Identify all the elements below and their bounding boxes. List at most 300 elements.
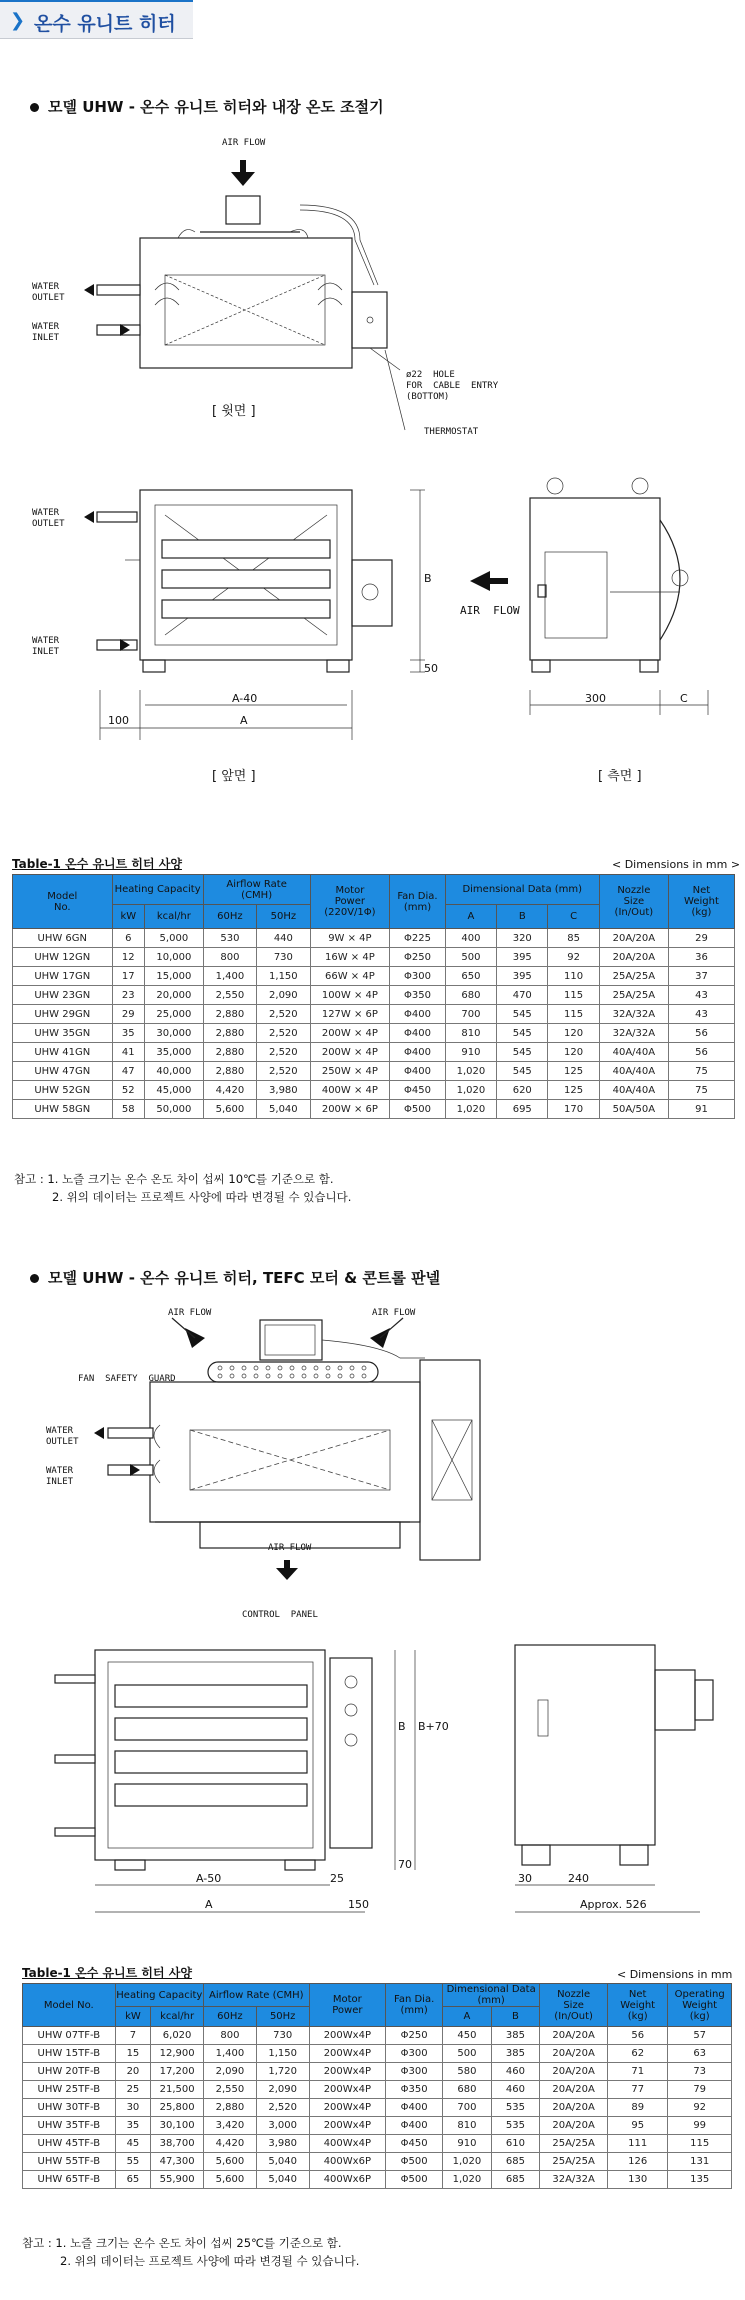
table-cell: Φ225	[390, 929, 446, 948]
note-1: 참고 : 1. 노즐 크기는 온수 온도 차이 섭씨 10℃를 기준으로 함.	[14, 1172, 334, 1186]
table-cell: 2,880	[204, 2099, 257, 2117]
tefc-dim-25-label: 25	[330, 1872, 344, 1885]
table-cell: 25	[115, 2081, 151, 2099]
table-cell: 4,420	[203, 1081, 256, 1100]
table-cell: 545	[497, 1005, 548, 1024]
table-cell: UHW 65TF-B	[23, 2171, 116, 2189]
table-cell: 99	[668, 2117, 732, 2135]
table-cell: UHW 23GN	[13, 986, 113, 1005]
table-cell: 5,600	[203, 1100, 256, 1119]
table-cell: 2,880	[203, 1062, 256, 1081]
table-cell: 530	[203, 929, 256, 948]
table-cell: 810	[443, 2117, 491, 2135]
table-cell: 5,000	[145, 929, 204, 948]
th-60hz: 60Hz	[203, 905, 256, 929]
table-cell: 1,020	[445, 1081, 496, 1100]
table-cell: 20	[115, 2063, 151, 2081]
tefc-drawing	[0, 1300, 745, 1920]
table-cell: 400Wx6P	[309, 2153, 386, 2171]
tefc-dim-a-label: A	[205, 1898, 213, 1911]
th-a: A	[445, 905, 496, 929]
th2-nozzle: Nozzle Size (In/Out)	[540, 1984, 608, 2027]
table-cell: UHW 35GN	[13, 1024, 113, 1043]
table-cell: 685	[491, 2153, 539, 2171]
table-cell: 79	[668, 2081, 732, 2099]
table-cell: 63	[668, 2045, 732, 2063]
table-cell: 35,000	[145, 1043, 204, 1062]
table-cell: 73	[668, 2063, 732, 2081]
table-cell: UHW 17GN	[13, 967, 113, 986]
table-cell: 395	[497, 967, 548, 986]
table-cell: 3,980	[257, 1081, 310, 1100]
table-cell: 20A/20A	[540, 2063, 608, 2081]
table1-body	[13, 929, 735, 1119]
table-cell: 21,500	[151, 2081, 204, 2099]
table-cell: 52	[112, 1081, 144, 1100]
note-1: 참고 : 1. 노즐 크기는 온수 온도 차이 섭씨 25℃를 기준으로 함.	[22, 2236, 342, 2250]
table-cell: 3,420	[204, 2117, 257, 2135]
table-cell: 127W × 6P	[310, 1005, 390, 1024]
table-cell: 5,040	[256, 2153, 309, 2171]
table-cell: Φ500	[386, 2171, 443, 2189]
table-cell: Φ300	[386, 2045, 443, 2063]
table-cell: 6	[112, 929, 144, 948]
table-cell: UHW 41GN	[13, 1043, 113, 1062]
table-cell: 25A/25A	[540, 2135, 608, 2153]
table-row	[23, 2171, 732, 2189]
table-cell: 40A/40A	[599, 1081, 668, 1100]
table-cell: 1,720	[256, 2063, 309, 2081]
th-model: Model No.	[13, 875, 113, 929]
table-cell: 29	[112, 1005, 144, 1024]
table-cell: 6,020	[151, 2027, 204, 2045]
table1	[12, 874, 735, 1119]
table-cell: 36	[668, 948, 734, 967]
table-cell: 130	[608, 2171, 668, 2189]
table-cell: 91	[668, 1100, 734, 1119]
tefc-air-flow-left-label: AIR FLOW	[168, 1308, 212, 1318]
table-cell: 20,000	[145, 986, 204, 1005]
table-cell: 56	[668, 1043, 734, 1062]
table-cell: 680	[443, 2081, 491, 2099]
table-cell: 17,200	[151, 2063, 204, 2081]
table-cell: 65	[115, 2171, 151, 2189]
tefc-dim-b-label: B	[398, 1720, 406, 1733]
table-cell: UHW 25TF-B	[23, 2081, 116, 2099]
table-cell: 385	[491, 2045, 539, 2063]
table-cell: 460	[491, 2063, 539, 2081]
th-kw: kW	[112, 905, 144, 929]
th2-model: Model No.	[23, 1984, 116, 2027]
table-cell: 200Wx4P	[309, 2063, 386, 2081]
tefc-dim-a50-label: A-50	[196, 1872, 222, 1885]
table-row	[23, 2117, 732, 2135]
table-row	[23, 2153, 732, 2171]
table-cell: 47,300	[151, 2153, 204, 2171]
table-cell: 200Wx4P	[309, 2027, 386, 2045]
table-cell: 20A/20A	[599, 929, 668, 948]
table-cell: 695	[497, 1100, 548, 1119]
table-cell: 2,880	[203, 1043, 256, 1062]
table-cell: 32A/32A	[599, 1005, 668, 1024]
table-cell: 3,000	[256, 2117, 309, 2135]
table-cell: 120	[548, 1043, 599, 1062]
th-nozzle: Nozzle Size (In/Out)	[599, 875, 668, 929]
table-cell: 115	[548, 1005, 599, 1024]
table-cell: 25A/25A	[599, 986, 668, 1005]
table-cell: 126	[608, 2153, 668, 2171]
table-cell: 12	[112, 948, 144, 967]
table-cell: 20A/20A	[599, 948, 668, 967]
table-row	[13, 1024, 735, 1043]
table-cell: 62	[608, 2045, 668, 2063]
table-cell: 25,800	[151, 2099, 204, 2117]
table-cell: 2,090	[204, 2063, 257, 2081]
th-b: B	[497, 905, 548, 929]
table-cell: 7	[115, 2027, 151, 2045]
table-cell: 25A/25A	[599, 967, 668, 986]
table-cell: 620	[497, 1081, 548, 1100]
table-cell: 2,550	[204, 2081, 257, 2099]
table-cell: UHW 58GN	[13, 1100, 113, 1119]
table-cell: Φ400	[390, 1062, 446, 1081]
table-cell: UHW 47GN	[13, 1062, 113, 1081]
table-row	[23, 2135, 732, 2153]
table-cell: 40,000	[145, 1062, 204, 1081]
note-2: 2. 위의 데이터는 프로젝트 사양에 따라 변경될 수 있습니다.	[52, 1190, 352, 1204]
th2-net: Net Weight (kg)	[608, 1984, 668, 2027]
table-cell: Φ300	[390, 967, 446, 986]
table-cell: 77	[608, 2081, 668, 2099]
table-cell: 460	[491, 2081, 539, 2099]
table-cell: 43	[668, 986, 734, 1005]
th-50hz: 50Hz	[257, 905, 310, 929]
table-cell: 43	[668, 1005, 734, 1024]
table-cell: 5,600	[204, 2153, 257, 2171]
table-cell: 29	[668, 929, 734, 948]
table-cell: Φ350	[390, 986, 446, 1005]
cable-hole-label: ø22 HOLE FOR CABLE ENTRY (BOTTOM)	[406, 370, 499, 402]
th2-operating: Operating Weight (kg)	[668, 1984, 732, 2027]
water-inlet-label: WATER INLET	[32, 322, 60, 343]
th-airflow: Airflow Rate (CMH)	[203, 875, 310, 905]
table-cell: 200W × 4P	[310, 1024, 390, 1043]
table-cell: 1,020	[445, 1062, 496, 1081]
table-cell: 730	[256, 2027, 309, 2045]
table-cell: 200Wx4P	[309, 2081, 386, 2099]
table-cell: UHW 12GN	[13, 948, 113, 967]
th2-a: A	[443, 2007, 491, 2027]
table-cell: 25,000	[145, 1005, 204, 1024]
table-row	[13, 1100, 735, 1119]
dim-300-label: 300	[585, 692, 606, 705]
table-cell: 1,020	[443, 2153, 491, 2171]
table-row	[13, 1043, 735, 1062]
table-cell: 75	[668, 1081, 734, 1100]
table-cell: 20A/20A	[540, 2081, 608, 2099]
table-cell: Φ400	[390, 1024, 446, 1043]
table-cell: 41	[112, 1043, 144, 1062]
table-cell: 75	[668, 1062, 734, 1081]
table-cell: Φ250	[386, 2027, 443, 2045]
table-cell: 92	[668, 2099, 732, 2117]
th2-fan: Fan Dia. (mm)	[386, 1984, 443, 2027]
table-cell: 730	[257, 948, 310, 967]
table-cell: 5,040	[257, 1100, 310, 1119]
table-cell: Φ300	[386, 2063, 443, 2081]
table-cell: 115	[548, 986, 599, 1005]
note-2: 2. 위의 데이터는 프로젝트 사양에 따라 변경될 수 있습니다.	[60, 2254, 360, 2268]
table-cell: 535	[491, 2099, 539, 2117]
table-cell: 395	[497, 948, 548, 967]
table-cell: 800	[203, 948, 256, 967]
table-cell: 500	[445, 948, 496, 967]
dim-a-label: A	[240, 714, 248, 727]
table-cell: 2,090	[257, 986, 310, 1005]
table-cell: 3,980	[256, 2135, 309, 2153]
table2-notes	[22, 2234, 359, 2270]
tefc-dim-70-label: 70	[398, 1858, 412, 1871]
side-view-caption: [ 측면 ]	[598, 769, 642, 784]
table1-caption: Table-1 온수 유니트 히터 사양	[12, 857, 182, 871]
table-cell: 47	[112, 1062, 144, 1081]
table-cell: Φ400	[390, 1043, 446, 1062]
table-cell: 200Wx4P	[309, 2117, 386, 2135]
table-cell: 30,100	[151, 2117, 204, 2135]
th2-motor: Motor Power	[309, 1984, 386, 2027]
front-view-caption: [ 앞면 ]	[212, 769, 256, 784]
water-outlet-label: WATER OUTLET	[32, 282, 65, 303]
table-cell: 700	[443, 2099, 491, 2117]
table-cell: UHW 15TF-B	[23, 2045, 116, 2063]
table-cell: 2,880	[203, 1005, 256, 1024]
dim-100-label: 100	[108, 714, 129, 727]
table-cell: 56	[668, 1024, 734, 1043]
table-cell: 20A/20A	[540, 2027, 608, 2045]
table-cell: 20A/20A	[540, 2099, 608, 2117]
table-cell: 1,400	[203, 967, 256, 986]
top-view-drawing	[0, 0, 745, 800]
table-cell: 685	[491, 2171, 539, 2189]
table-cell: 5,040	[256, 2171, 309, 2189]
table-row	[13, 1005, 735, 1024]
chevron-right-icon: ❯	[10, 10, 26, 31]
table-cell: 40A/40A	[599, 1043, 668, 1062]
th2-b: B	[491, 2007, 539, 2027]
table-cell: 35	[112, 1024, 144, 1043]
table-cell: 9W × 4P	[310, 929, 390, 948]
table-cell: 4,420	[204, 2135, 257, 2153]
tefc-air-flow-bottom-label: AIR FLOW	[268, 1543, 312, 1553]
table-cell: 50A/50A	[599, 1100, 668, 1119]
thermostat-label: THERMOSTAT	[424, 427, 479, 437]
table-cell: UHW 35TF-B	[23, 2117, 116, 2135]
table-cell: 15	[115, 2045, 151, 2063]
th-weight: Net Weight (kg)	[668, 875, 734, 929]
table-cell: 680	[445, 986, 496, 1005]
table-cell: 20A/20A	[540, 2045, 608, 2063]
table-cell: 1,150	[256, 2045, 309, 2063]
top-view-caption: [ 윗면 ]	[212, 404, 256, 419]
table-cell: 450	[443, 2027, 491, 2045]
th2-kcal: kcal/hr	[151, 2007, 204, 2027]
table-cell: 120	[548, 1024, 599, 1043]
table-cell: 57	[668, 2027, 732, 2045]
table-cell: 250W × 4P	[310, 1062, 390, 1081]
front-water-outlet-label: WATER OUTLET	[32, 508, 65, 529]
table-cell: 200Wx4P	[309, 2099, 386, 2117]
table2-dims-note: < Dimensions in mm	[617, 1968, 733, 1981]
table-cell: 580	[443, 2063, 491, 2081]
table-cell: 25A/25A	[540, 2153, 608, 2171]
table-cell: 58	[112, 1100, 144, 1119]
table-cell: 71	[608, 2063, 668, 2081]
table-cell: Φ400	[390, 1005, 446, 1024]
table-cell: UHW 52GN	[13, 1081, 113, 1100]
table-cell: 125	[548, 1062, 599, 1081]
table-cell: 66W × 4P	[310, 967, 390, 986]
table-cell: 2,550	[203, 986, 256, 1005]
table-cell: 2,520	[257, 1043, 310, 1062]
th2-kw: kW	[115, 2007, 151, 2027]
tefc-dim-150-label: 150	[348, 1898, 369, 1911]
table-cell: 16W × 4P	[310, 948, 390, 967]
table-cell: 131	[668, 2153, 732, 2171]
table-cell: 56	[608, 2027, 668, 2045]
table-cell: 37	[668, 967, 734, 986]
th-kcal: kcal/hr	[145, 905, 204, 929]
table-cell: 500	[443, 2045, 491, 2063]
table1-notes	[14, 1170, 351, 1206]
table-cell: 2,880	[203, 1024, 256, 1043]
table-cell: UHW 55TF-B	[23, 2153, 116, 2171]
table-cell: 89	[608, 2099, 668, 2117]
table-cell: 910	[445, 1043, 496, 1062]
table1-dims-note: < Dimensions in mm >	[612, 858, 741, 871]
front-water-inlet-label: WATER INLET	[32, 636, 60, 657]
table-cell: Φ250	[390, 948, 446, 967]
fan-safety-guard-label: FAN SAFETY GUARD	[78, 1374, 176, 1384]
table-cell: 2,520	[257, 1024, 310, 1043]
table-cell: Φ450	[390, 1081, 446, 1100]
control-panel-label: CONTROL PANEL	[242, 1610, 318, 1620]
table-cell: 440	[257, 929, 310, 948]
table-cell: 45	[115, 2135, 151, 2153]
table-cell: 115	[668, 2135, 732, 2153]
table-cell: Φ350	[386, 2081, 443, 2099]
table-cell: 111	[608, 2135, 668, 2153]
table-cell: 545	[497, 1024, 548, 1043]
table-cell: 810	[445, 1024, 496, 1043]
tefc-water-outlet-label: WATER OUTLET	[46, 1426, 79, 1447]
table-cell: UHW 29GN	[13, 1005, 113, 1024]
table-cell: UHW 30TF-B	[23, 2099, 116, 2117]
table-row	[23, 2027, 732, 2045]
table-cell: UHW 6GN	[13, 929, 113, 948]
table-cell: 700	[445, 1005, 496, 1024]
page-title: 온수 유니트 히터	[34, 13, 176, 35]
th-heating: Heating Capacity	[112, 875, 203, 905]
table-cell: Φ400	[386, 2099, 443, 2117]
bullet-icon	[30, 1274, 39, 1283]
table-cell: 85	[548, 929, 599, 948]
dim-50-label: 50	[424, 662, 438, 675]
table-cell: 55	[115, 2153, 151, 2171]
table-cell: 400Wx6P	[309, 2171, 386, 2189]
table-cell: 30	[115, 2099, 151, 2117]
table-cell: UHW 20TF-B	[23, 2063, 116, 2081]
table-cell: 110	[548, 967, 599, 986]
table-cell: UHW 45TF-B	[23, 2135, 116, 2153]
th-c: C	[548, 905, 599, 929]
table-cell: 10,000	[145, 948, 204, 967]
table-cell: 38,700	[151, 2135, 204, 2153]
dim-b-label: B	[424, 572, 432, 585]
section1-title-text: 모델 UHW - 온수 유니트 히터와 내장 온도 조절기	[48, 98, 384, 116]
table2	[22, 1983, 732, 2189]
table-row	[13, 967, 735, 986]
table-cell: 1,400	[204, 2045, 257, 2063]
table-cell: 30,000	[145, 1024, 204, 1043]
table-cell: 50,000	[145, 1100, 204, 1119]
table-cell: 35	[115, 2117, 151, 2135]
table-cell: 100W × 4P	[310, 986, 390, 1005]
table-cell: 1,150	[257, 967, 310, 986]
table-cell: 2,520	[256, 2099, 309, 2117]
th-dimensional: Dimensional Data (mm)	[445, 875, 599, 905]
table-cell: 40A/40A	[599, 1062, 668, 1081]
section2-title-text: 모델 UHW - 온수 유니트 히터, TEFC 모터 & 콘트롤 판넬	[48, 1269, 441, 1287]
table-cell: 135	[668, 2171, 732, 2189]
table-cell: 17	[112, 967, 144, 986]
table-cell: 200W × 6P	[310, 1100, 390, 1119]
table-cell: 385	[491, 2027, 539, 2045]
table-row	[13, 1062, 735, 1081]
table-cell: 5,600	[204, 2171, 257, 2189]
table-cell: 1,020	[445, 1100, 496, 1119]
table-cell: 400Wx4P	[309, 2135, 386, 2153]
table-row	[23, 2099, 732, 2117]
tefc-dim-b70-label: B+70	[418, 1720, 449, 1733]
table-cell: 200Wx4P	[309, 2045, 386, 2063]
table-cell: 92	[548, 948, 599, 967]
th-motor: Motor Power (220V/1Φ)	[310, 875, 390, 929]
table-row	[23, 2081, 732, 2099]
table-cell: 2,520	[257, 1062, 310, 1081]
table-cell: 20A/20A	[540, 2117, 608, 2135]
tefc-water-inlet-label: WATER INLET	[46, 1466, 74, 1487]
dim-a40-label: A-40	[232, 692, 258, 705]
table-cell: 125	[548, 1081, 599, 1100]
table-cell: 470	[497, 986, 548, 1005]
side-air-flow-label: AIR FLOW	[460, 604, 520, 617]
table-cell: 545	[497, 1043, 548, 1062]
tefc-dim-240-label: 240	[568, 1872, 589, 1885]
tefc-air-flow-right-label: AIR FLOW	[372, 1308, 416, 1318]
table-cell: 535	[491, 2117, 539, 2135]
th-fan: Fan Dia. (mm)	[390, 875, 446, 929]
table-row	[23, 2063, 732, 2081]
table-cell: 545	[497, 1062, 548, 1081]
table-cell: Φ450	[386, 2135, 443, 2153]
th2-heating: Heating Capacity	[115, 1984, 203, 2007]
table-row	[13, 986, 735, 1005]
table2-body	[23, 2027, 732, 2189]
table-cell: 23	[112, 986, 144, 1005]
th2-dimensional: Dimensional Data (mm)	[443, 1984, 540, 2007]
table-cell: 170	[548, 1100, 599, 1119]
th2-60hz: 60Hz	[204, 2007, 257, 2027]
